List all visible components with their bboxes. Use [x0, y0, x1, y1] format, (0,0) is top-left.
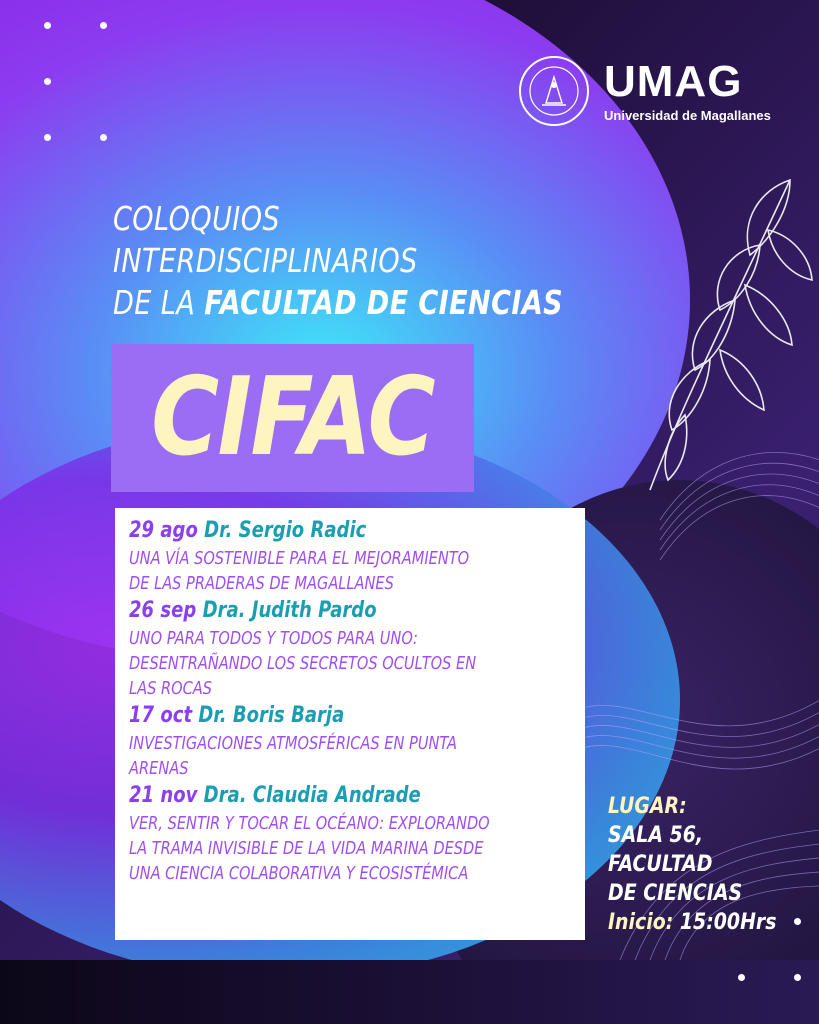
decor-dot	[100, 134, 107, 141]
list-item	[129, 781, 573, 886]
decor-dot	[44, 78, 51, 85]
event-heading	[129, 516, 493, 546]
start-label: Inicio:	[608, 910, 674, 935]
venue-line-1: SALA 56,	[608, 823, 704, 848]
umag-logo	[518, 55, 771, 127]
event-title: INVESTIGACIONES ATMOSFÉRICAS EN PUNTA ARENAS	[129, 733, 457, 779]
logo-name: UMAG	[604, 56, 743, 106]
heading-line-1: COLOQUIOS	[113, 199, 280, 238]
event-title: UNO PARA TODOS Y TODOS PARA UNO: DESENTRAÑANDO LOS SECRETOS OCULTOS EN LAS ROCAS	[129, 628, 477, 699]
list-item	[129, 596, 573, 701]
heading-line-3-prefix: DE LA	[113, 283, 196, 322]
event-speaker: Dra. Claudia Andrade	[203, 783, 421, 808]
event-heading	[129, 781, 493, 811]
event-speaker: Dra. Judith Pardo	[202, 598, 377, 623]
decor-dot	[738, 974, 745, 981]
schedule-list	[115, 508, 585, 940]
event-title: UNA VÍA SOSTENIBLE PARA EL MEJORAMIENTO DE LAS PRADERAS DE MAGALLANES	[129, 548, 470, 594]
leaf-branch-icon	[640, 160, 819, 700]
list-item	[129, 701, 573, 781]
event-date: 21 nov	[129, 783, 198, 808]
acronym-title: CIFAC	[151, 355, 434, 480]
decor-dot	[44, 22, 51, 29]
event-heading	[129, 596, 493, 626]
heading-line-3	[113, 282, 563, 324]
venue-label: LUGAR:	[608, 794, 687, 819]
event-title: VER, SENTIR Y TOCAR EL OCÉANO: EXPLORANDO LA TRAMA INVISIBLE DE LA VIDA MARINA DESDE UNA CIENCIA COLABORATIVA Y ECOSISTÉMICA	[129, 813, 490, 884]
university-seal-icon	[518, 55, 590, 127]
event-heading	[129, 701, 493, 731]
event-date: 26 sep	[129, 598, 197, 623]
decor-dot	[44, 134, 51, 141]
decor-dot	[100, 22, 107, 29]
acronym-box	[111, 344, 474, 492]
list-item	[129, 516, 573, 596]
event-date: 17 oct	[129, 703, 193, 728]
logo-subtitle: Universidad de Magallanes	[604, 107, 771, 123]
event-speaker: Dr. Boris Barja	[198, 703, 345, 728]
event-speaker: Dr. Sergio Radic	[204, 518, 367, 543]
start-time-line	[608, 908, 777, 937]
event-date: 29 ago	[129, 518, 198, 543]
venue-info	[608, 792, 804, 937]
decor-dot	[794, 974, 801, 981]
start-time: 15:00Hrs	[679, 910, 777, 935]
heading-line-3-bold: FACULTAD DE CIENCIAS	[204, 283, 564, 322]
venue-line-2: FACULTAD	[608, 852, 713, 877]
page-heading	[113, 198, 662, 324]
venue-line-3: DE CIENCIAS	[608, 881, 743, 906]
bottom-band	[0, 960, 819, 1024]
heading-line-2: INTERDISCIPLINARIOS	[113, 241, 418, 280]
